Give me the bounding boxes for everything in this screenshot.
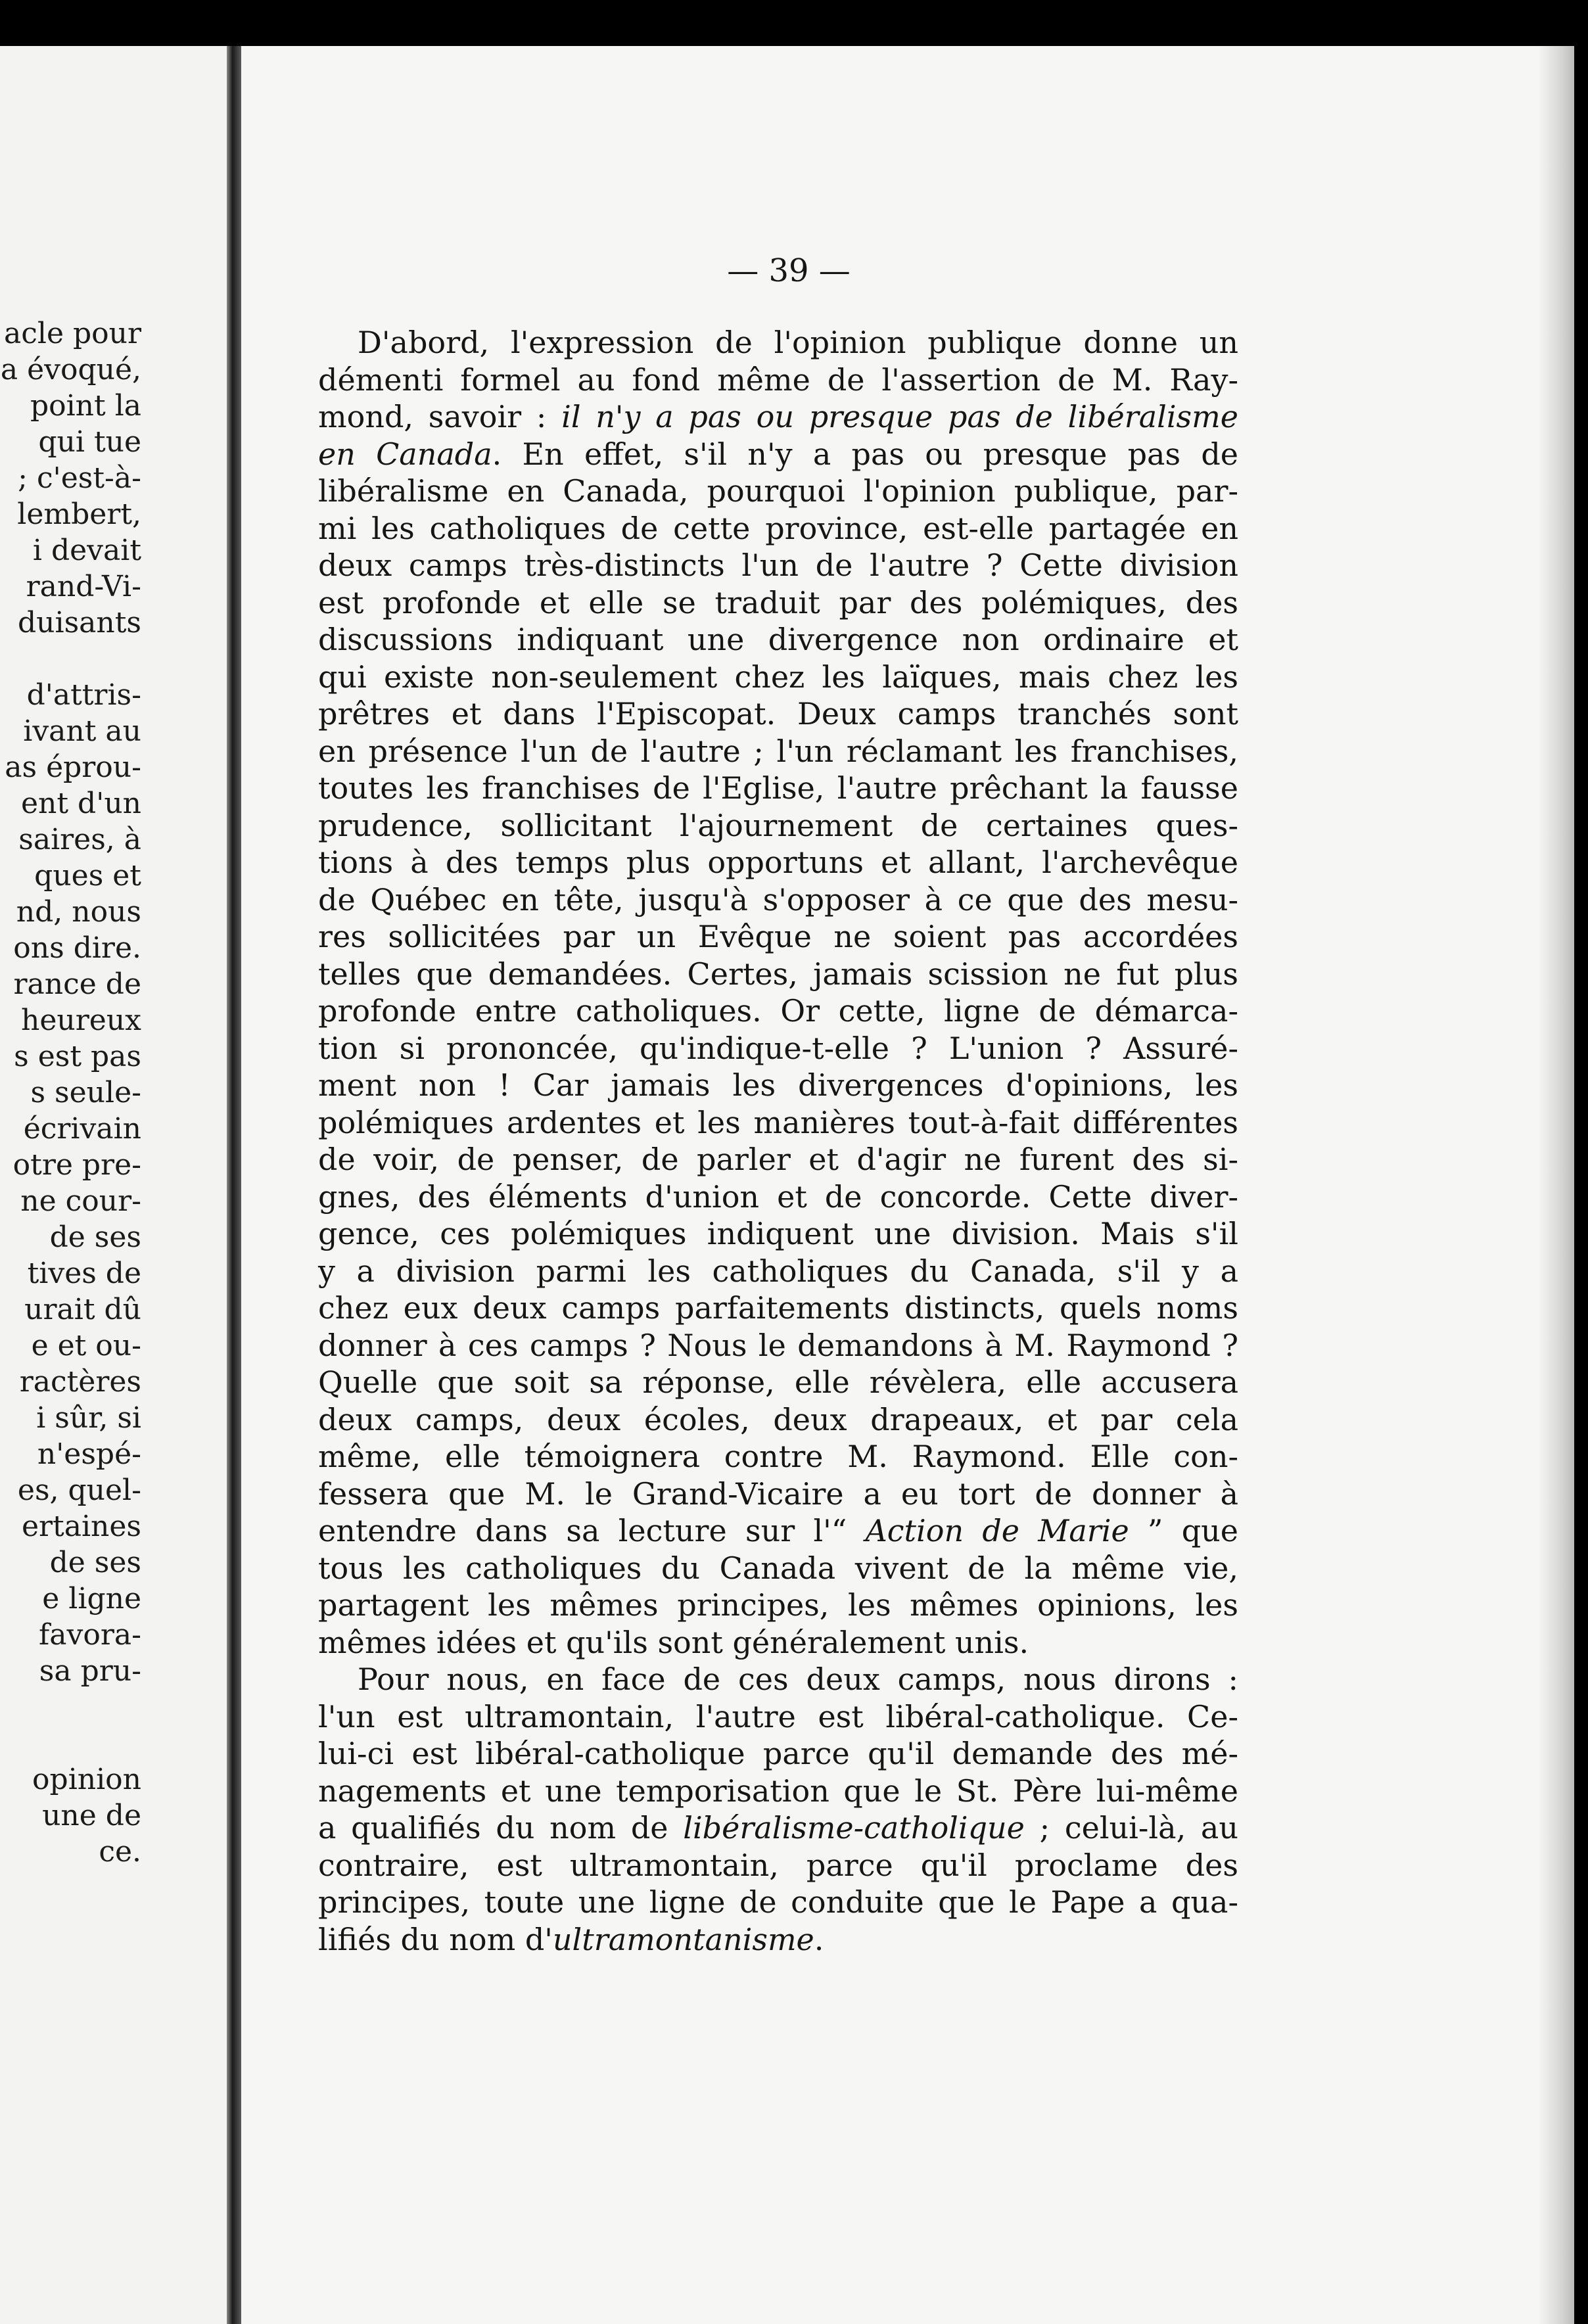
text-run: même, elle témoignera contre M. Raymond. Elle con- [318,1439,1238,1474]
left-page-line: rand-Vi- [26,570,141,603]
left-page-line: as éprou- [5,751,141,784]
text-line [318,436,1238,473]
left-page-line: a évoqué, [0,353,141,386]
text-line [318,1215,1238,1253]
text-run: lifiés du nom d' [318,1921,553,1957]
left-page-line [0,641,220,677]
left-page-line: sa pru- [39,1654,141,1688]
text-run: . En effet, s'il n'y a pas ou presque pas de [492,436,1238,472]
left-page-text-column [0,315,220,1870]
text-run: y a division parmi les catholiques du Canada, s'il y a [318,1253,1238,1289]
italic-text-run: libéralisme-catholique [683,1810,1025,1846]
text-run: toutes les franchises de l'Eglise, l'autre prêchant la fausse [318,770,1238,806]
text-run: gence, ces polémiques indiquent une division. Mais s'il [318,1216,1238,1251]
left-page-line: ivant au [23,714,141,748]
italic-text-run: Action de Marie [865,1513,1129,1548]
text-run: principes, toute une ligne de conduite que le Pape a qua- [318,1884,1238,1920]
text-line [318,1030,1238,1067]
left-page-line: une de [42,1799,141,1832]
text-run: Pour nous, en face de ces deux camps, nous dirons : [358,1662,1238,1697]
left-page-line: saires, à [18,823,141,856]
text-run: donner à ces camps ? Nous le demandons à M. Raymond ? [318,1327,1238,1363]
left-page-line: ques et [34,859,141,893]
text-line [318,1178,1238,1216]
text-line [318,1550,1238,1587]
text-run: ; celui-là, au [1024,1810,1238,1846]
left-page-line: de ses [49,1220,141,1254]
right-page-edge-shadow [1538,46,1574,2324]
text-run: deux camps très-distincts l'un de l'autre ? Cette division [318,547,1238,583]
text-run: prêtres et dans l'Episcopat. Deux camps tranchés sont [318,696,1238,732]
left-page-line: n'espé- [37,1437,141,1471]
left-page-line [0,1689,220,1725]
text-run: en présence l'un de l'autre ; l'un réclamant les franchises, [318,733,1238,769]
text-run: . [814,1921,824,1957]
text-run: mêmes idées et qu'ils sont généralement unis. [318,1624,1029,1660]
text-line [318,1884,1238,1921]
text-line [318,1253,1238,1290]
text-line [318,1735,1238,1773]
text-run: D'abord, l'expression de l'opinion publique donne un [358,325,1238,360]
main-text-block [318,324,1238,1958]
text-line [318,956,1238,993]
text-line [318,1104,1238,1142]
left-page-line: otre pre- [12,1148,141,1182]
left-page-line: ertaines [21,1510,141,1543]
left-page [0,46,227,2324]
text-run: tous les catholiques du Canada vivent de la même vie, [318,1550,1238,1586]
text-line [318,1847,1238,1884]
text-run: ” que [1129,1513,1238,1548]
left-page-line: favora- [39,1618,141,1652]
text-run: profonde entre catholiques. Or cette, ligne de démarca- [318,993,1238,1029]
text-line [318,881,1238,919]
text-line [318,695,1238,733]
text-line [318,398,1238,436]
text-run: gnes, des éléments d'union et de concorde. Cette diver- [318,1178,1238,1215]
text-run: polémiques ardentes et les manières tout-à-fait différentes [318,1104,1238,1140]
text-line [318,1141,1238,1178]
italic-text-run: en Canada [318,436,492,472]
text-line [318,361,1238,399]
text-run: mond, savoir : [318,399,562,434]
text-line [318,1364,1238,1401]
text-line [318,1921,1238,1959]
left-page-line: e et ou- [31,1329,141,1362]
text-line [318,1401,1238,1439]
text-run: partagent les mêmes principes, les mêmes opinions, les [318,1587,1238,1623]
text-line [318,1773,1238,1810]
text-run: discussions indiquant une divergence non ordinaire et [318,622,1238,657]
left-page-line: écrivain [23,1112,141,1146]
text-line [318,1809,1238,1847]
text-run: mi les catholiques de cette province, est-elle partagée en [318,510,1238,546]
text-run: de Québec en tête, jusqu'à s'opposer à ce que des mesu- [318,881,1238,918]
text-line [318,733,1238,770]
left-page-line: heureux [21,1004,141,1037]
italic-text-run: il n'y a pas ou presque pas de libéralisme [561,399,1238,434]
text-run: a qualifiés du nom de [318,1810,684,1846]
page-number: — 39 — [727,252,851,289]
left-page-line: s est pas [14,1040,141,1073]
left-page-line: e ligne [42,1582,141,1615]
left-page-line: tives de [27,1257,141,1290]
book-gutter [227,46,241,2324]
left-page-line: ne cour- [20,1184,141,1218]
text-run: telles que demandées. Certes, jamais scission ne fut plus [318,956,1238,992]
text-line [318,1587,1238,1624]
left-page-line: point la [30,389,141,423]
text-run: res sollicitées par un Evêque ne soient pas accordées [318,919,1238,954]
text-run: entendre dans sa lecture sur l'“ [318,1513,866,1548]
text-line [318,1476,1238,1513]
left-page-line: es, quel- [17,1474,141,1507]
text-line [318,918,1238,956]
left-page-line: ractères [19,1365,141,1399]
text-line [318,1067,1238,1104]
text-run: prudence, sollicitant l'ajournement de certaines ques- [318,807,1238,843]
text-line [318,807,1238,845]
left-page-line: ons dire. [13,931,141,965]
text-run: libéralisme en Canada, pourquoi l'opinion publique, par- [318,473,1238,509]
left-page-line: nd, nous [16,895,141,929]
text-line [318,770,1238,807]
text-run: chez eux deux camps parfaitements distincts, quels noms [318,1290,1238,1326]
left-page-line: acle pour [4,317,141,350]
text-line [318,844,1238,881]
text-run: démenti formel au fond même de l'assertion de M. Ray- [318,361,1238,398]
left-page-line: qui tue [38,425,141,459]
text-line [318,1624,1238,1662]
text-run: fessera que M. le Grand-Vicaire a eu tort de donner à [318,1476,1238,1512]
text-run: est profonde et elle se traduit par des polémiques, des [318,584,1238,620]
text-run: nagements et une temporisation que le St. Père lui-même [318,1773,1238,1809]
text-run: l'un est ultramontain, l'autre est libéral-catholique. Ce- [318,1698,1238,1734]
text-run: deux camps, deux écoles, deux drapeaux, et par cela [318,1401,1238,1437]
text-run: ment non ! Car jamais les divergences d'opinions, les [318,1067,1238,1103]
left-page-line: i sûr, si [36,1401,141,1435]
text-line [318,621,1238,659]
left-page-line: ce. [99,1835,141,1869]
text-line [318,992,1238,1030]
text-run: de voir, de penser, de parler et d'agir ne furent des si- [318,1142,1238,1177]
text-run: tions à des temps plus opportuns et allant, l'archevêque [318,845,1238,880]
text-run: contraire, est ultramontain, parce qu'il proclame des [318,1847,1238,1883]
text-line [318,1661,1238,1698]
left-page-line: opinion [32,1763,141,1796]
left-page-line: ent d'un [21,787,141,820]
left-page-line: s seule- [30,1076,141,1109]
left-page-line: ; c'est-à- [18,461,141,495]
left-page-line: rance de [13,967,141,1001]
text-line [318,1327,1238,1364]
text-run: Quelle que soit sa réponse, elle révèlera, elle accusera [318,1364,1238,1400]
left-page-line: duisants [18,606,141,639]
left-page-line: i devait [32,534,141,567]
left-page-line [0,1725,220,1761]
text-run: tion si prononcée, qu'indique-t-elle ? L'union ? Assuré- [318,1030,1238,1066]
text-run: qui existe non-seulement chez les laïques, mais chez les [318,659,1238,695]
left-page-line: lembert, [17,498,141,531]
text-line [318,1290,1238,1327]
text-line [318,1512,1238,1550]
text-run: lui-ci est libéral-catholique parce qu'il demande des mé- [318,1736,1238,1771]
left-page-line: de ses [49,1546,141,1579]
left-page-line: d'attris- [26,678,141,712]
text-line [318,1438,1238,1476]
text-line [318,324,1238,361]
text-line [318,659,1238,696]
scan-border-right [1574,0,1588,2324]
text-line [318,584,1238,622]
text-line [318,1698,1238,1736]
text-line [318,547,1238,584]
left-page-line: urait dû [24,1293,141,1326]
text-line [318,473,1238,510]
text-line [318,510,1238,547]
italic-text-run: ultramontanisme [552,1921,814,1957]
scan-border-top [0,0,1588,46]
